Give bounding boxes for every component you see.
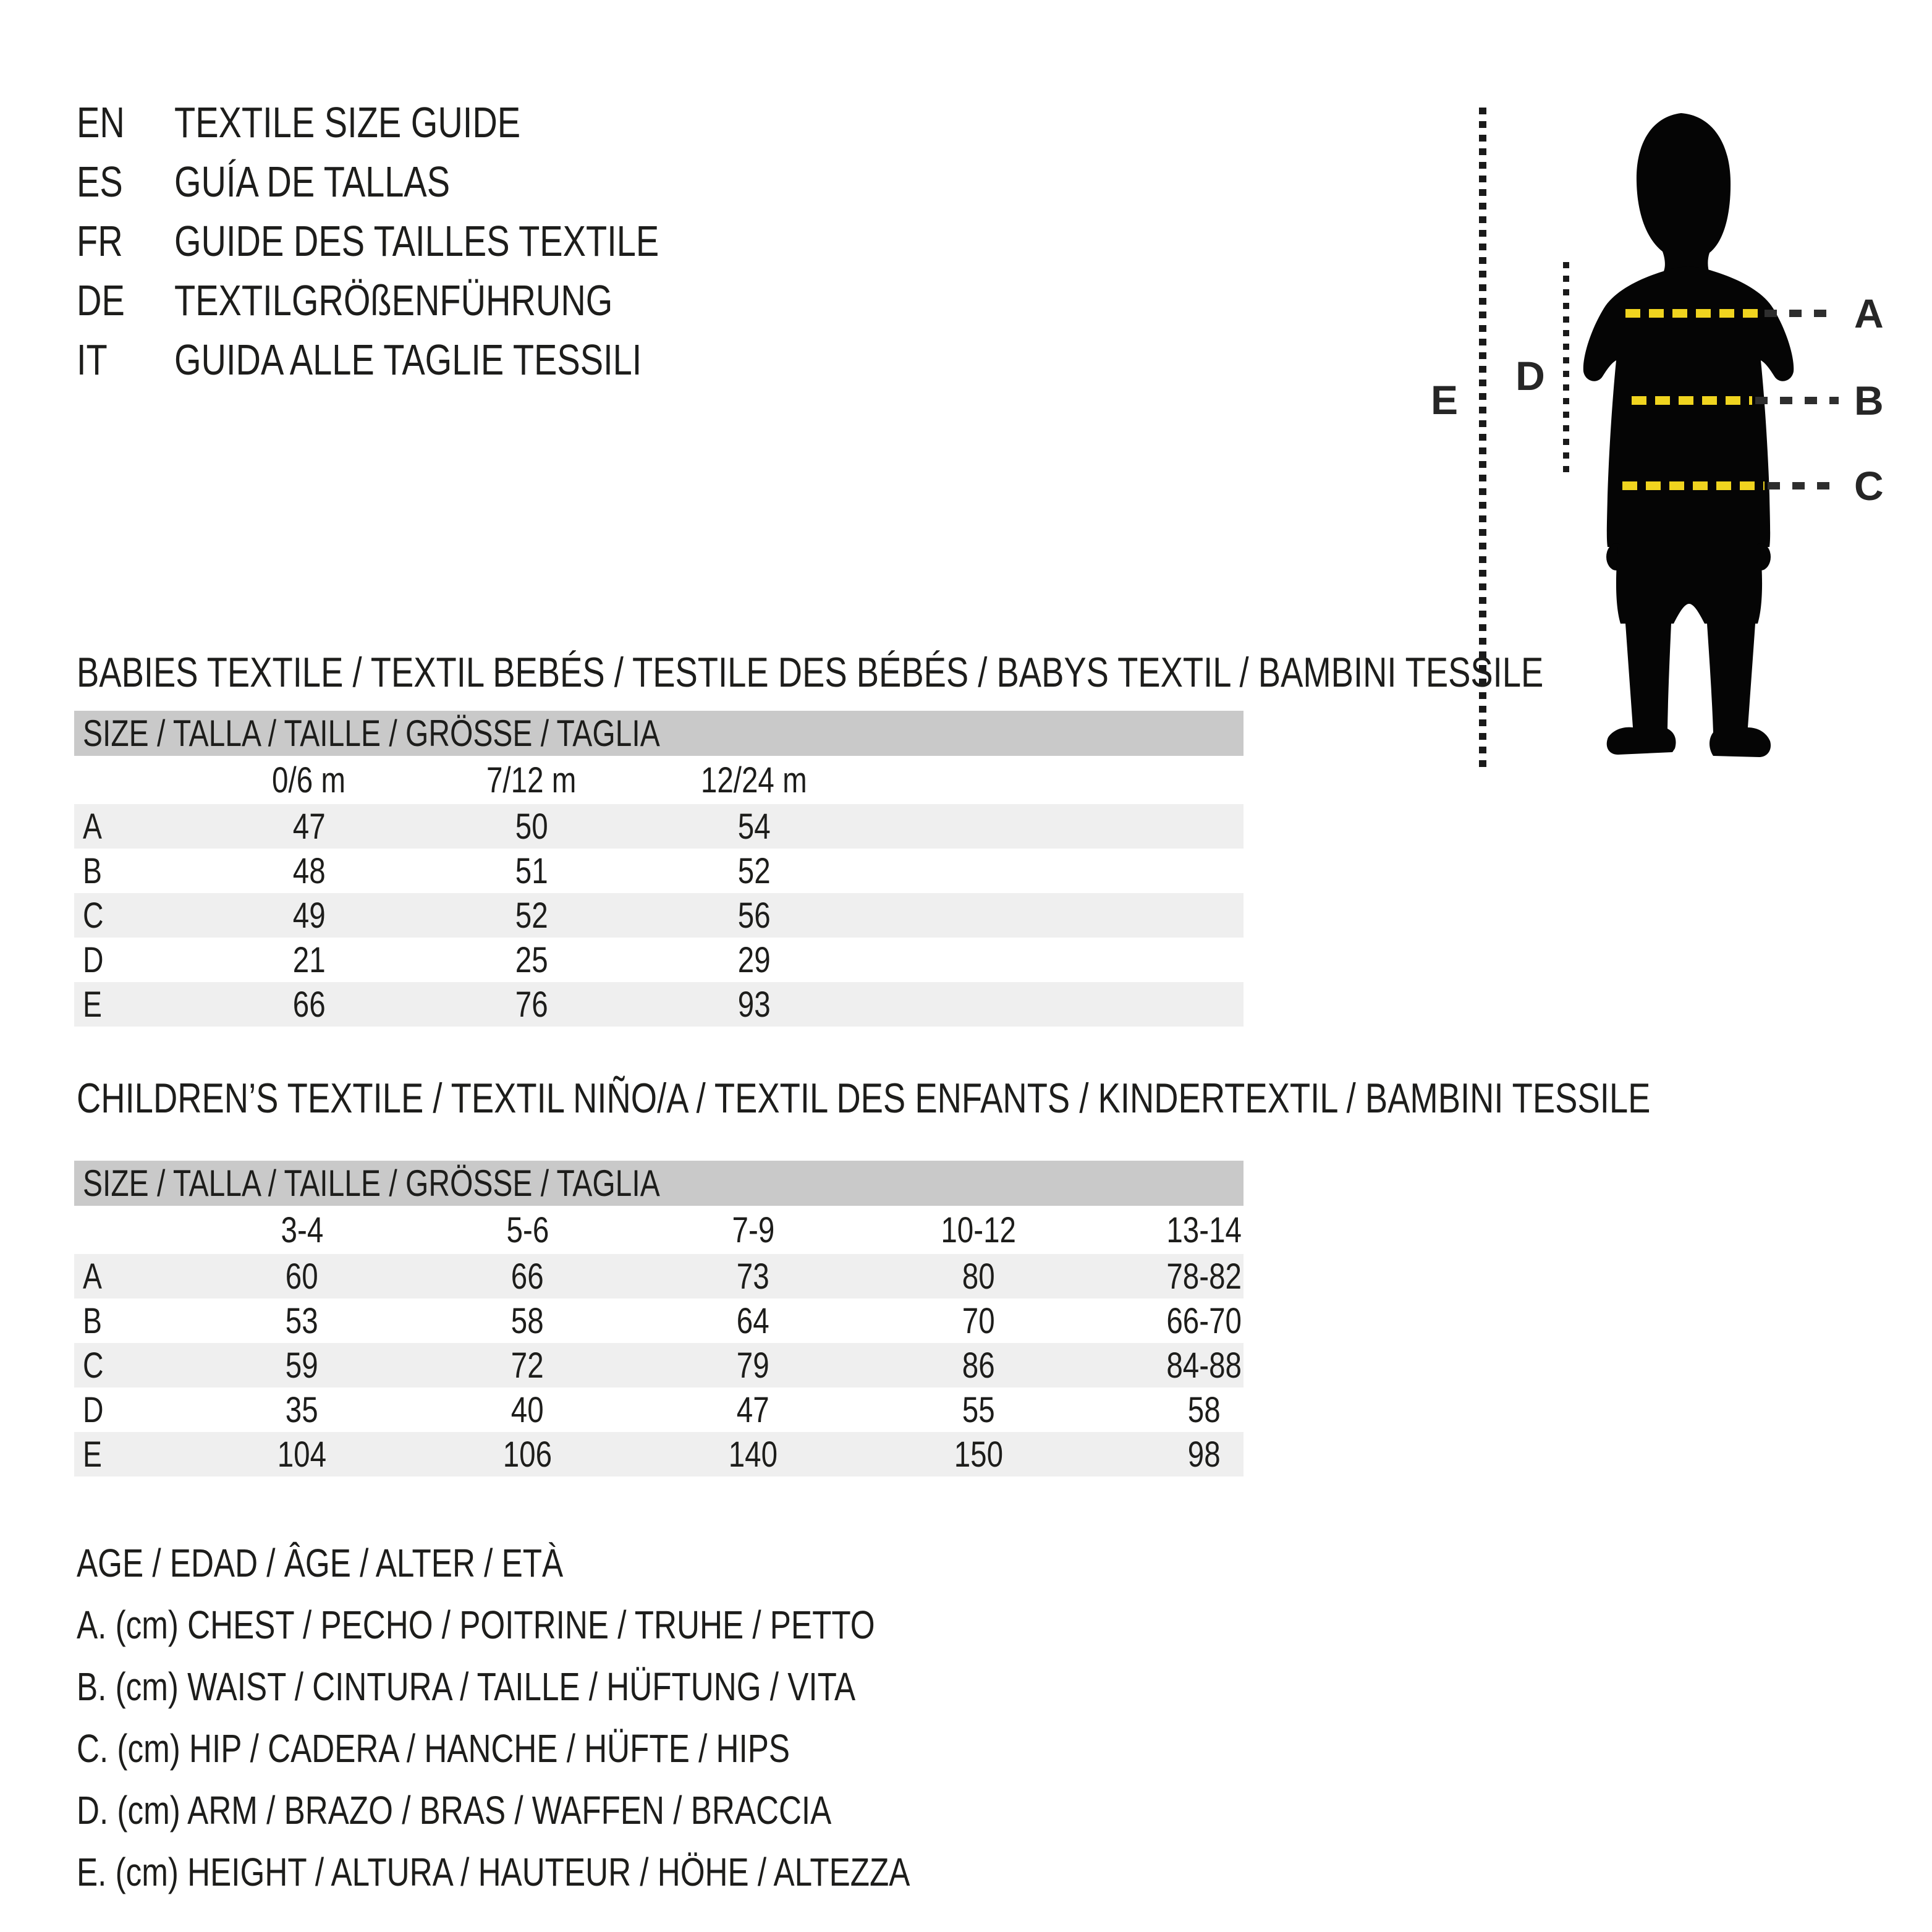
lang-title-es: GUÍA DE TALLAS <box>174 158 451 206</box>
table-row <box>74 1432 1244 1477</box>
row-label: A <box>83 806 102 847</box>
cell: 79 <box>737 1345 769 1386</box>
children-section-title-text: CHILDREN’S TEXTILE / TEXTIL NIÑO/A / TEXTIL DES ENFANTS / KINDERTEXTIL / BAMBINI TESSILE <box>77 1075 1651 1122</box>
cell: 64 <box>737 1300 769 1341</box>
babies-column-header-row <box>74 756 1244 804</box>
cell: 98 <box>1188 1434 1221 1475</box>
children-col-3: 10-12 <box>941 1210 1017 1250</box>
cell: 66 <box>292 984 326 1025</box>
lang-row-fr <box>77 211 780 271</box>
table-row <box>74 1254 1244 1299</box>
lang-title-it: GUIDA ALLE TAGLIE TESSILI <box>174 336 642 384</box>
children-size-table <box>74 1161 1244 1477</box>
cell: 86 <box>962 1345 995 1386</box>
silhouette-head <box>1637 113 1731 274</box>
babies-section-title-text: BABIES TEXTILE / TEXTIL BEBÉS / TESTILE DES BÉBÉS / BABYS TEXTIL / BAMBINI TESSILE <box>77 649 1544 696</box>
lang-row-en <box>77 93 780 152</box>
lang-row-it <box>77 330 780 389</box>
table-row <box>74 1299 1244 1343</box>
babies-size-header-bar <box>74 711 1244 756</box>
cell: 21 <box>292 939 326 980</box>
cell: 140 <box>728 1434 778 1475</box>
lang-code-de: DE <box>77 276 125 324</box>
babies-col-0: 0/6 m <box>272 760 346 800</box>
cell: 72 <box>511 1345 544 1386</box>
cell: 93 <box>737 984 771 1025</box>
cell: 25 <box>515 939 548 980</box>
legend-line-arm: D. (cm) ARM / BRAZO / BRAS / WAFFEN / BRACCIA <box>77 1788 832 1832</box>
cell: 78-82 <box>1166 1256 1242 1297</box>
cell: 49 <box>292 895 326 936</box>
cell: 35 <box>286 1389 318 1430</box>
children-section-title <box>77 1075 1932 1122</box>
children-column-header-row <box>74 1206 1244 1254</box>
cell: 50 <box>515 806 548 847</box>
silhouette-torso <box>1583 267 1794 548</box>
cell: 73 <box>737 1256 769 1297</box>
cell: 47 <box>292 806 326 847</box>
cell: 58 <box>511 1300 544 1341</box>
row-label: E <box>83 984 102 1025</box>
legend-line-waist: B. (cm) WAIST / CINTURA / TAILLE / HÜFTUNG / VITA <box>77 1664 856 1709</box>
table-row <box>74 1343 1244 1388</box>
lang-code-en: EN <box>77 98 125 146</box>
cell: 66 <box>511 1256 544 1297</box>
row-label: C <box>83 895 104 936</box>
table-row <box>74 893 1244 938</box>
silhouette-shorts <box>1616 547 1762 624</box>
lang-code-es: ES <box>77 158 123 206</box>
measurement-legend <box>77 1532 1119 1903</box>
cell: 150 <box>954 1434 1004 1475</box>
children-size-header-bar <box>74 1161 1244 1206</box>
babies-size-table <box>74 711 1244 1027</box>
children-col-2: 7-9 <box>732 1210 774 1250</box>
height-label-e: E <box>1430 377 1459 423</box>
waist-label-b: B <box>1854 378 1884 423</box>
row-label: B <box>83 1300 102 1341</box>
table-row <box>74 804 1244 849</box>
babies-size-header-text: SIZE / TALLA / TAILLE / GRÖSSE / TAGLIA <box>83 713 660 754</box>
cell: 66-70 <box>1166 1300 1242 1341</box>
lang-row-de <box>77 271 780 330</box>
table-row <box>74 1388 1244 1432</box>
row-label: E <box>83 1434 102 1475</box>
table-row <box>74 982 1244 1027</box>
legend-line-age: AGE / EDAD / ÂGE / ALTER / ETÀ <box>77 1541 564 1585</box>
cell: 56 <box>737 895 771 936</box>
row-label: A <box>83 1256 102 1297</box>
babies-col-2: 12/24 m <box>701 760 807 800</box>
cell: 59 <box>286 1345 318 1386</box>
cell: 54 <box>737 806 771 847</box>
row-label: B <box>83 850 102 891</box>
babies-section-title <box>77 649 1910 696</box>
hip-label-c: C <box>1854 463 1884 509</box>
legend-line-height: E. (cm) HEIGHT / ALTURA / HAUTEUR / HÖHE / ALTEZZA <box>77 1850 910 1894</box>
cell: 76 <box>515 984 548 1025</box>
cell: 84-88 <box>1166 1345 1242 1386</box>
lang-row-es <box>77 152 780 211</box>
legend-line-chest: A. (cm) CHEST / PECHO / POITRINE / TRUHE / PETTO <box>77 1603 875 1647</box>
language-title-list <box>77 93 780 389</box>
chest-label-a: A <box>1854 290 1884 336</box>
lang-title-de: TEXTILGRÖßENFÜHRUNG <box>174 276 613 324</box>
arm-label-d: D <box>1515 353 1545 399</box>
cell: 52 <box>515 895 548 936</box>
table-row <box>74 938 1244 982</box>
children-col-0: 3-4 <box>281 1210 323 1250</box>
cell: 51 <box>515 850 548 891</box>
cell: 70 <box>962 1300 995 1341</box>
legend-line-hip: C. (cm) HIP / CADERA / HANCHE / HÜFTE / HIPS <box>77 1726 790 1771</box>
row-label: C <box>83 1345 104 1386</box>
cell: 47 <box>737 1389 769 1430</box>
row-label: D <box>83 939 104 980</box>
children-size-header-text: SIZE / TALLA / TAILLE / GRÖSSE / TAGLIA <box>83 1163 660 1204</box>
cell: 55 <box>962 1389 995 1430</box>
lang-code-fr: FR <box>77 217 123 265</box>
cell: 104 <box>277 1434 327 1475</box>
cell: 106 <box>502 1434 553 1475</box>
cell: 53 <box>286 1300 318 1341</box>
cell: 60 <box>286 1256 318 1297</box>
cell: 58 <box>1188 1389 1221 1430</box>
cell: 80 <box>962 1256 995 1297</box>
cell: 40 <box>511 1389 544 1430</box>
cell: 48 <box>292 850 326 891</box>
lang-title-en: TEXTILE SIZE GUIDE <box>174 98 521 146</box>
row-label: D <box>83 1389 104 1430</box>
children-col-1: 5-6 <box>506 1210 549 1250</box>
cell: 29 <box>737 939 771 980</box>
lang-title-fr: GUIDE DES TAILLES TEXTILE <box>174 217 659 265</box>
table-row <box>74 849 1244 893</box>
lang-code-it: IT <box>77 336 108 384</box>
cell: 52 <box>737 850 771 891</box>
children-col-4: 13-14 <box>1166 1210 1242 1250</box>
babies-col-1: 7/12 m <box>486 760 577 800</box>
